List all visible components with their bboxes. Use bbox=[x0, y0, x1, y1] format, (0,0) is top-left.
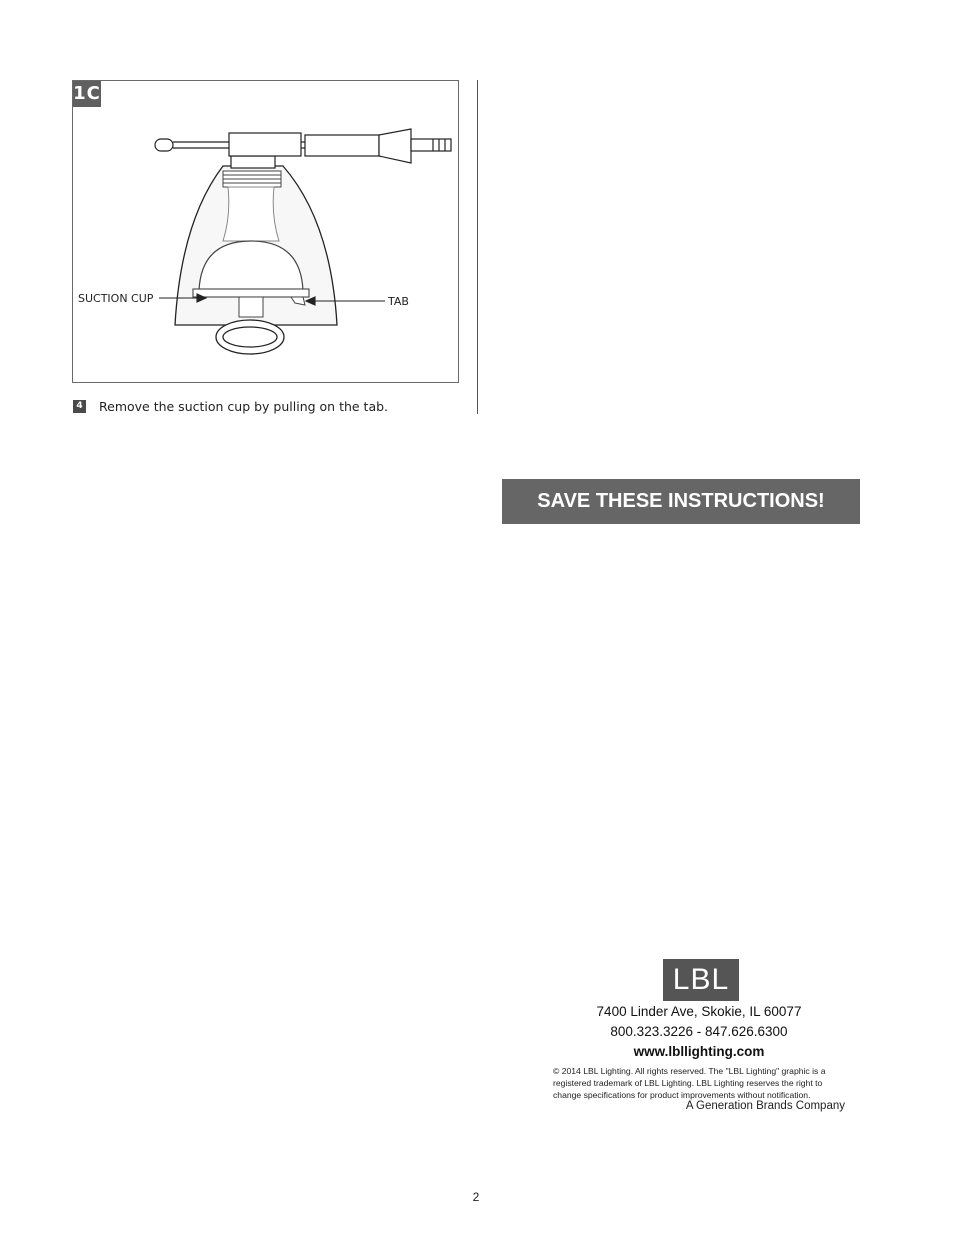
figure-label: 1C bbox=[73, 81, 101, 107]
legal-notice: © 2014 LBL Lighting. All rights reserved. The "LBL Lighting" graphic is a registered trademark of LBL Lighting. LBL Lighting reserves the right to change specifications for product improvements without notification. bbox=[553, 1066, 826, 1100]
save-instructions-banner: SAVE THESE INSTRUCTIONS! bbox=[502, 479, 860, 524]
step-text: Remove the suction cup by pulling on the tab. bbox=[99, 399, 389, 414]
company-line: A Generation Brands Company bbox=[685, 1100, 845, 1112]
column-divider bbox=[477, 80, 478, 414]
website-link[interactable]: www.lbllighting.com bbox=[633, 1044, 765, 1059]
pull-ring-inner bbox=[223, 327, 277, 347]
suction-cup-rim bbox=[193, 289, 309, 297]
step-item bbox=[73, 399, 388, 414]
page-number: 2 bbox=[472, 1190, 480, 1204]
rod-assembly bbox=[155, 129, 451, 163]
phone-numbers: 800.323.3226 - 847.626.6300 bbox=[610, 1024, 788, 1039]
callout-tab: TAB bbox=[388, 295, 409, 308]
bulb-neck bbox=[223, 187, 279, 241]
bulb-threads bbox=[223, 171, 281, 187]
lbl-logo: LBL bbox=[663, 959, 739, 1001]
step-number: 4 bbox=[73, 400, 86, 413]
socket-cup bbox=[231, 156, 275, 168]
lamp-illustration bbox=[73, 81, 459, 383]
lower-stem bbox=[239, 297, 263, 317]
callout-suction-cup: SUCTION CUP bbox=[78, 292, 154, 305]
address: 7400 Linder Ave, Skokie, IL 60077 bbox=[596, 1004, 802, 1019]
